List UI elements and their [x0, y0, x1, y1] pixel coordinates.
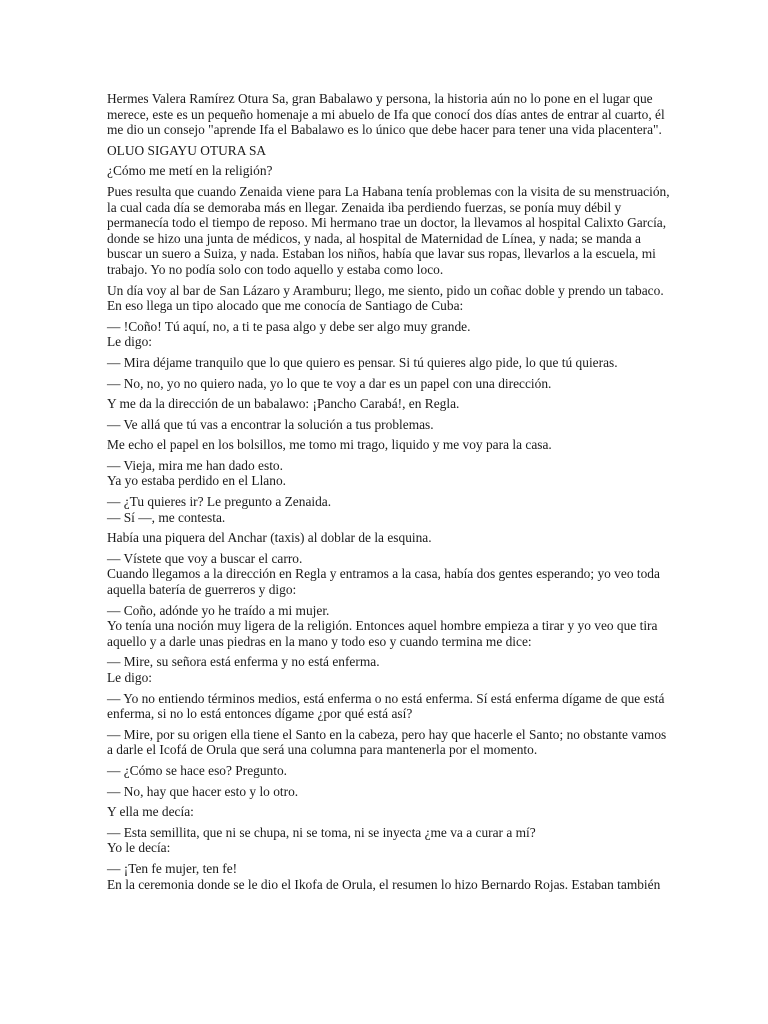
text-line: Yo le decía: — [107, 840, 171, 856]
text-line: Había una piquera del Anchar (taxis) al doblar de la esquina. — [107, 530, 432, 546]
text-line: — Sí —, me contesta. — [107, 509, 226, 525]
text-line: me dio un consejo "aprende Ifa el Babalawo es lo único que debe hacer para tener una vida placentera". — [107, 122, 662, 138]
paragraph — [107, 183, 670, 278]
paragraph — [107, 494, 667, 525]
text-line: trabajo. Yo no podía solo con todo aquello y estaba como loco. — [107, 261, 444, 277]
text-line: En eso llega un tipo alocado que me conocía de Santiago de Cuba: — [107, 298, 464, 314]
text-line: Cuando llegamos a la dirección en Regla y entramos a la casa, había dos gentes esperando; yo veo toda — [107, 566, 660, 582]
paragraph — [107, 143, 667, 159]
paragraph — [107, 784, 667, 800]
text-line: — ¡Ten fe mujer, ten fe! — [107, 860, 238, 876]
paragraph — [107, 691, 667, 722]
paragraph — [107, 804, 667, 820]
text-line: Ya yo estaba perdido en el Llano. — [107, 473, 286, 489]
paragraph — [107, 458, 667, 489]
paragraph — [107, 437, 667, 453]
paragraph — [107, 91, 667, 138]
paragraph — [107, 355, 667, 371]
text-line: la cual cada día se demoraba más en llegar. Zenaida iba perdiendo fuerzas, se ponía muy débil y — [107, 199, 622, 215]
text-line: — Vístete que voy a buscar el carro. — [107, 550, 303, 566]
text-line: — ¿Cómo se hace eso? Pregunto. — [107, 762, 287, 778]
text-line: Un día voy al bar de San Lázaro y Aramburu; llego, me siento, pido un coñac doble y prendo un tabaco. — [107, 282, 664, 298]
paragraph — [107, 551, 667, 598]
text-line: — Coño, adónde yo he traído a mi mujer. — [107, 602, 330, 618]
text-line: enferma, si no lo está entonces dígame ¿por qué está así? — [107, 706, 413, 722]
paragraph — [107, 825, 667, 856]
text-line: — Mira déjame tranquilo que lo que quiero es pensar. Si tú quieres algo pide, lo que tú quieras. — [107, 354, 618, 370]
paragraph — [107, 319, 667, 350]
text-line: Y me da la dirección de un babalawo: ¡Pancho Carabá!, en Regla. — [107, 396, 460, 412]
text-line: — Esta semillita, que ni se chupa, ni se toma, ni se inyecta ¿me va a curar a mí? — [107, 824, 536, 840]
text-line: — No, hay que hacer esto y lo otro. — [107, 783, 299, 799]
paragraph — [107, 417, 667, 433]
text-line: permanecía todo el tiempo de reposo. Mi hermano trae un doctor, la llevamos al hospital Calixto García, — [107, 215, 667, 231]
text-line: Me echo el papel en los bolsillos, me tomo mi trago, liquido y me voy para la casa. — [107, 437, 552, 453]
text-line: — Yo no entiendo términos medios, está enferma o no está enferma. Sí está enferma dígame de que está — [107, 690, 665, 706]
text-line: Yo tenía una noción muy ligera de la religión. Entonces aquel hombre empieza a tirar y yo veo que tira — [107, 618, 658, 634]
text-line: — Ve allá que tú vas a encontrar la solución a tus problemas. — [107, 416, 434, 432]
text-line: — !Coño! Tú aquí, no, a ti te pasa algo y debe ser algo muy grande. — [107, 318, 471, 334]
document-body — [107, 91, 670, 897]
text-line: En la ceremonia donde se le dio el Ikofa de Orula, el resumen lo hizo Bernardo Rojas. Estaban también — [107, 876, 661, 892]
text-line: Pues resulta que cuando Zenaida viene para La Habana tenía problemas con la visita de su menstruación, — [107, 183, 670, 199]
text-line: buscar un suero a Suiza, y nada. Estaban los niños, había que lavar sus ropas, llevarlos a la escuela, mi — [107, 246, 656, 262]
text-line: donde se hizo una junta de médicos, y nada, al hospital de Maternidad de Línea, y nada; se manda a — [107, 230, 641, 246]
paragraph — [107, 530, 667, 546]
paragraph — [107, 763, 667, 779]
text-line: Hermes Valera Ramírez Otura Sa, gran Babalawo y persona, la historia aún no lo pone en el lugar que — [107, 91, 653, 106]
paragraph — [107, 603, 667, 650]
text-line: ¿Cómo me metí en la religión? — [107, 163, 273, 179]
text-line: Le digo: — [107, 334, 152, 350]
text-line: — Vieja, mira me han dado esto. — [107, 457, 283, 473]
text-line: — Mire, por su origen ella tiene el Santo en la cabeza, pero hay que hacerle el Santo; no obstante vamos — [107, 726, 667, 742]
paragraph — [107, 654, 667, 685]
text-line: aquello y a darle unas piedras en la mano y todo eso y cuando termina me dice: — [107, 633, 532, 649]
text-line: Le digo: — [107, 670, 152, 685]
text-line: merece, este es un pequeño homenaje a mi abuelo de Ifa que conocí dos días antes de entrar al cuarto, él — [107, 106, 665, 122]
paragraph — [107, 283, 667, 314]
text-line: aquella batería de guerreros y digo: — [107, 582, 297, 598]
text-line: OLUO SIGAYU OTURA SA — [107, 142, 267, 158]
text-line: — No, no, yo no quiero nada, yo lo que te voy a dar es un papel con una dirección. — [107, 375, 552, 391]
paragraph — [107, 376, 667, 392]
text-line: — ¿Tu quieres ir? Le pregunto a Zenaida. — [107, 494, 332, 510]
text-line: Y ella me decía: — [107, 804, 194, 820]
text-line: a darle el Icofá de Orula que será una columna para mantenerla por el momento. — [107, 742, 538, 758]
paragraph — [107, 727, 667, 758]
paragraph — [107, 163, 667, 179]
text-line: — Mire, su señora está enferma y no está enferma. — [107, 654, 380, 670]
paragraph — [107, 396, 667, 412]
paragraph — [107, 861, 667, 892]
